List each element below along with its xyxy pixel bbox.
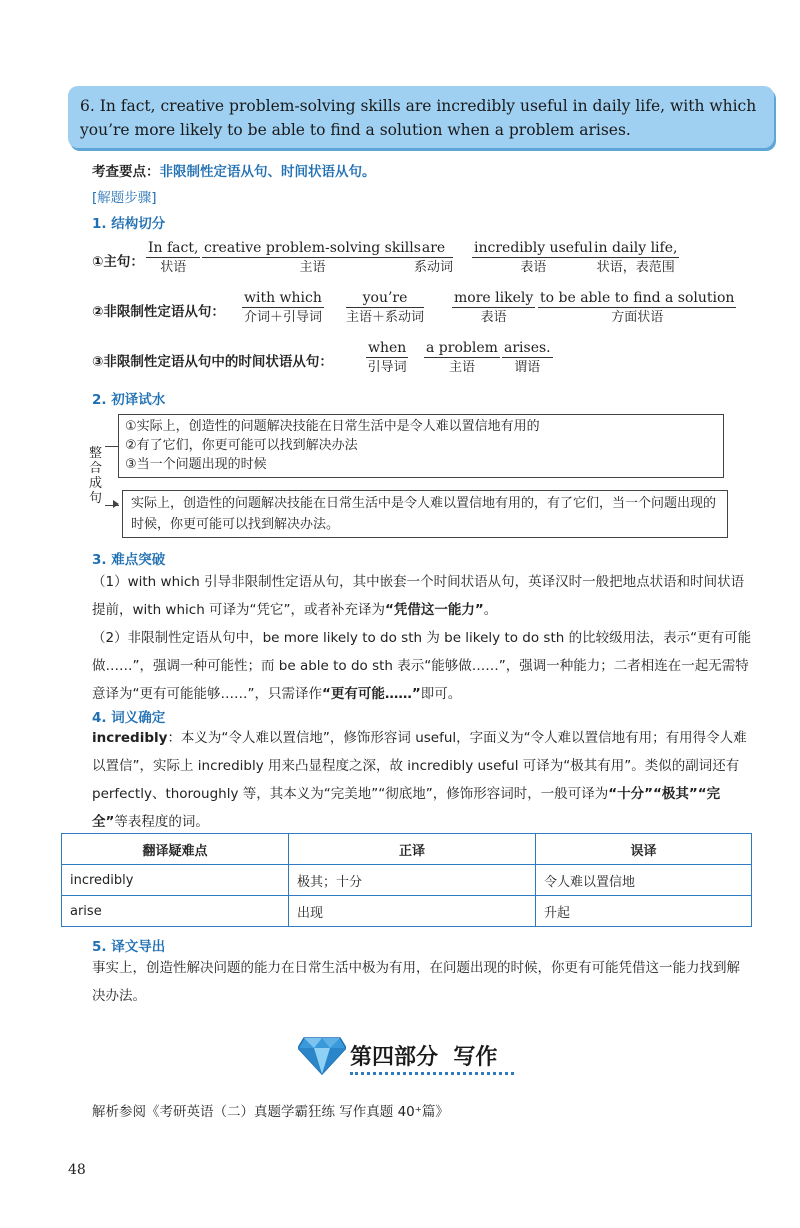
translation-table [61,833,752,927]
question-sentence: 6. In fact, creative problem-solving skills are incredibly useful in daily life, with which you’re more likely to be able to find a solution when a problem arises. [80,97,757,139]
reference-text: 解析参阅《考研英语（二）真题学霸狂练 写作真题 40⁺篇》 [92,1104,449,1120]
row2-token: you’re 主语＋系动词 [346,290,425,325]
section3-title: 3. 难点突破 [92,552,166,568]
section4-title: 4. 词义确定 [92,710,166,726]
row2-label: ②非限制性定语从句： [92,304,225,320]
keypoint-value: 非限制性定语从句、时间状语从句。 [159,164,376,180]
keypoint [92,160,376,180]
row3-token: when 引导词 [367,340,407,375]
arrow-icon [113,500,119,508]
row3-label: ③非限制性定语从句中的时间状语从句： [92,354,333,370]
integrate-bracket [104,446,119,506]
row2-token: to be able to find a solution 方面状语 [540,290,735,325]
row2-token: more likely 表语 [454,290,534,325]
row3-token: a problem 主语 [426,340,498,375]
section5-title: 5. 译文导出 [92,939,166,955]
table-cell: 出现 [289,896,536,927]
section3-para2: （2）非限制性定语从句中，be more likely to do sth 为 be likely to do sth 的比较级用法，表示“更有可能做……”，强调一种可能性；而 be able to do sth 表示“能够做……”，强调一种能力；二者相连在一起无需特意译为“更有可能能够……”，只需译作“更有可能……”即可。 [92,630,752,702]
part4-underline [350,1072,514,1075]
table-header-row [62,834,752,865]
section3-para1: （1）with which 引导非限制性定语从句，其中嵌套一个时间状语从句，英译汉时一般把地点状语和时间状语提前，with which 可译为“凭它”，或者补充译为“凭借这一能力”。 [92,574,745,618]
row1-token: incredibly useful 表语 [474,240,593,275]
table-cell: 升起 [536,896,752,927]
table-row [62,865,752,896]
row1-token: are 系动词 [414,240,454,275]
keypoint-label: 考查要点： [92,164,160,180]
row2-token: with which 介词＋引导词 [243,290,322,325]
draft-line: ①实际上，创造性的问题解决技能在日常生活中是令人难以置信地有用的 [125,419,540,434]
row1-token: In fact, 状语 [148,240,199,275]
row1-token: creative problem-solving skills 主语 [204,240,421,275]
table-cell: 令人难以置信地 [536,865,752,896]
table-cell: incredibly [62,865,289,896]
table-header: 正译 [289,834,536,865]
integrated-sentence: 实际上，创造性的问题解决技能在日常生活中是令人难以置信地有用的，有了它们，当一个问题出现的时候，你更可能可以找到解决办法。 [122,490,728,538]
table-row [62,896,752,927]
section1-title: 1. 结构切分 [92,216,166,232]
part4-title: 第四部分 写作 [350,1045,498,1070]
row1-token: in daily life, 状语，表范围 [594,240,678,275]
table-cell: arise [62,896,289,927]
final-translation: 事实上，创造性解决问题的能力在日常生活中极为有用，在问题出现的时候，你更有可能凭借这一能力找到解决办法。 [92,960,740,1004]
steps-heading: [解题步骤] [92,190,157,206]
draft-box [118,414,724,478]
table-header: 误译 [536,834,752,865]
section2-title: 2. 初译试水 [92,392,166,408]
row3-token: arises. 谓语 [504,340,551,375]
section4-para: incredibly：本义为“令人难以置信地”，修饰形容词 useful，字面义为“令人难以置信地有用；有用得令人难以置信”，实际上 incredibly 用来凸显程度之深，故 incredibly useful 可译为“极其有用”。类似的副词还有 perfectly、thoroughly 等，其本义为“完美地”“彻底地”，修饰形容词时，一般可译为“十分”“极其”“完全”等表程度的词。 [92,730,747,830]
table-header: 翻译疑难点 [62,834,289,865]
draft-line: ③当一个问题出现的时候 [125,457,267,472]
integrate-label: 整合成句 [89,446,105,506]
diamond-icon [298,1034,346,1080]
page-number: 48 [68,1162,86,1178]
table-cell: 极其；十分 [289,865,536,896]
row1-label: ①主句： [92,254,144,270]
draft-line: ②有了它们，你更可能可以找到解决办法 [125,438,358,453]
